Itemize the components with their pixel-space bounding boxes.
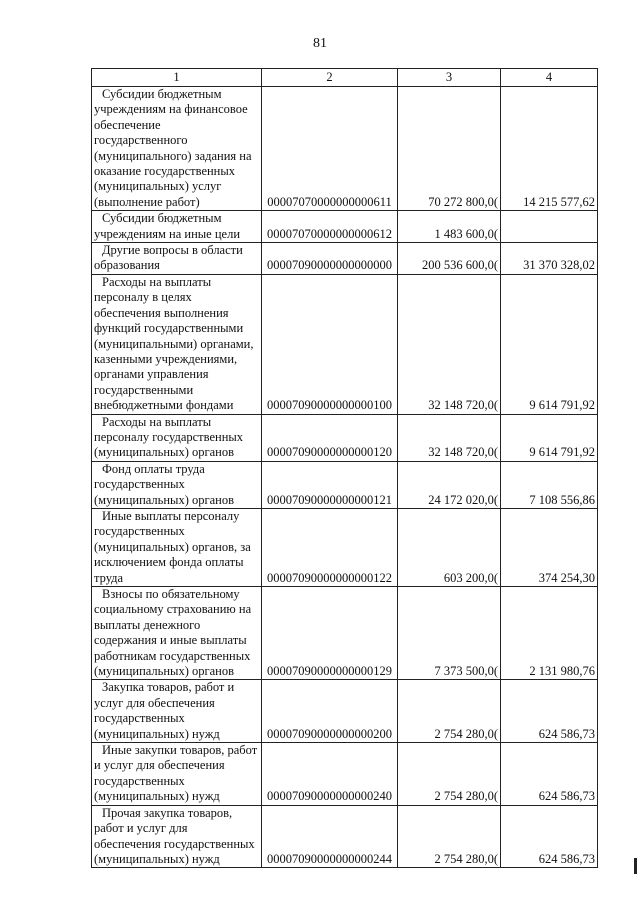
expense-name-line: социальному страхованию на (94, 602, 252, 617)
executed-amount-cell: 624 586,73 (501, 680, 598, 743)
expense-name-line: Фонд оплаты труда (102, 461, 205, 476)
classification-code-cell: 00007090000000000129 (262, 587, 398, 680)
planned-amount-cell: 7 373 500,0( (398, 587, 501, 680)
planned-amount-cell: 24 172 020,0( (398, 461, 501, 508)
expense-name-line: персоналу в целях (94, 290, 192, 305)
executed-amount-cell: 2 131 980,76 (501, 587, 598, 680)
expense-name-cell (92, 87, 262, 211)
table-row (92, 587, 598, 680)
classification-code-cell: 00007090000000000120 (262, 414, 398, 461)
planned-amount-cell: 2 754 280,0( (398, 743, 501, 806)
expense-name-line: (муниципальных) органов (94, 492, 235, 507)
expense-name-line: оказание государственных (94, 164, 236, 179)
expense-name-line: (муниципальных) органов, за (94, 539, 251, 554)
expense-name-cell (92, 211, 262, 243)
table-row (92, 414, 598, 461)
expense-name-line: государственных (94, 711, 185, 726)
executed-amount-cell: 624 586,73 (501, 743, 598, 806)
executed-amount-cell: 7 108 556,86 (501, 461, 598, 508)
classification-code-cell: 00007090000000000100 (262, 274, 398, 414)
page-number: 81 (313, 36, 327, 51)
table-row (92, 243, 598, 275)
planned-amount-cell: 32 148 720,0( (398, 414, 501, 461)
expense-name-line: Расходы на выплаты (102, 274, 212, 289)
planned-amount-cell: 200 536 600,0( (398, 243, 501, 275)
expense-name-line: обеспечение (94, 117, 161, 132)
budget-table (91, 68, 598, 868)
table-row (92, 211, 598, 243)
expense-name-cell (92, 587, 262, 680)
expense-name-line: Взносы по обязательному (102, 587, 240, 601)
expense-name-line: функций государственными (94, 321, 244, 336)
planned-amount-cell: 2 754 280,0( (398, 680, 501, 743)
expense-name-line: (муниципальных) нужд (94, 851, 220, 866)
expense-name-line: обеспечения государственных (94, 836, 255, 851)
table-row (92, 743, 598, 806)
expense-name-line: Субсидии бюджетным (102, 211, 222, 226)
classification-code-cell: 00007090000000000121 (262, 461, 398, 508)
executed-amount-cell: 14 215 577,62 (501, 87, 598, 211)
expense-name-cell (92, 680, 262, 743)
column-header-3: 3 (398, 69, 501, 87)
classification-code-cell: 00007070000000000612 (262, 211, 398, 243)
column-header-1: 1 (92, 69, 262, 87)
expense-name-line: Прочая закупка товаров, (102, 805, 233, 820)
expense-name-line: работ и услуг для (94, 821, 188, 836)
expense-name-line: (муниципальных) нужд (94, 789, 220, 804)
classification-code-cell: 00007070000000000611 (262, 87, 398, 211)
expense-name-line: учреждениям на финансовое (94, 102, 248, 117)
table-row (92, 508, 598, 586)
executed-amount-cell: 9 614 791,92 (501, 414, 598, 461)
planned-amount-cell: 70 272 800,0( (398, 87, 501, 211)
executed-amount-cell: 374 254,30 (501, 508, 598, 586)
expense-name-cell (92, 243, 262, 275)
expense-name-line: внебюджетными фондами (94, 398, 234, 413)
expense-name-cell (92, 805, 262, 868)
expense-name-line: Иные выплаты персоналу (102, 508, 240, 523)
table-row (92, 680, 598, 743)
classification-code-cell: 00007090000000000000 (262, 243, 398, 275)
expense-name-line: Другие вопросы в области (102, 243, 243, 258)
expense-name-line: работникам государственных (94, 648, 251, 663)
scan-edge-mark (634, 858, 637, 874)
expense-name-line: (выполнение работ) (94, 194, 200, 209)
expense-name-line: исключением фонда оплаты (94, 555, 244, 570)
expense-name-line: государственного (94, 133, 188, 148)
expense-name-line: Расходы на выплаты (102, 414, 212, 429)
expense-name-line: учреждениям на иные цели (94, 226, 241, 241)
executed-amount-cell: 31 370 328,02 (501, 243, 598, 275)
planned-amount-cell: 1 483 600,0( (398, 211, 501, 243)
executed-amount-cell: 624 586,73 (501, 805, 598, 868)
executed-amount-cell: 9 614 791,92 (501, 274, 598, 414)
expense-name-cell (92, 508, 262, 586)
expense-name-line: (муниципальными) органами, (94, 336, 254, 351)
planned-amount-cell: 2 754 280,0( (398, 805, 501, 868)
planned-amount-cell: 32 148 720,0( (398, 274, 501, 414)
expense-name-line: казенными учреждениями, (94, 351, 238, 366)
expense-name-line: Субсидии бюджетным (102, 87, 222, 101)
expense-name-line: (муниципального) задания на (94, 148, 252, 163)
expense-name-line: содержания и иные выплаты (94, 633, 247, 648)
table-body (92, 87, 598, 868)
expense-name-line: (муниципальных) органов (94, 664, 235, 679)
table-header-row (92, 69, 598, 87)
table-row (92, 461, 598, 508)
expense-name-line: органами управления (94, 367, 209, 382)
expense-name-line: обеспечения выполнения (94, 305, 229, 320)
table-row (92, 805, 598, 868)
expense-name-line: государственных (94, 477, 185, 492)
table-row (92, 274, 598, 414)
table-row (92, 87, 598, 211)
expense-name-cell (92, 461, 262, 508)
expense-name-cell (92, 743, 262, 806)
expense-name-line: труда (94, 570, 124, 585)
expense-name-line: (муниципальных) нужд (94, 726, 220, 741)
expense-name-line: (муниципальных) органов (94, 445, 235, 460)
expense-name-line: Иные закупки товаров, работ (102, 743, 258, 758)
expense-name-cell (92, 414, 262, 461)
column-header-2: 2 (262, 69, 398, 87)
expense-name-line: образования (94, 258, 160, 273)
expense-name-line: и услуг для обеспечения (94, 758, 225, 773)
classification-code-cell: 00007090000000000200 (262, 680, 398, 743)
column-header-4: 4 (501, 69, 598, 87)
executed-amount-cell (501, 211, 598, 243)
classification-code-cell: 00007090000000000244 (262, 805, 398, 868)
expense-name-line: выплаты денежного (94, 617, 201, 632)
expense-name-line: государственными (94, 382, 194, 397)
planned-amount-cell: 603 200,0( (398, 508, 501, 586)
expense-name-line: услуг для обеспечения (94, 695, 215, 710)
expense-name-cell (92, 274, 262, 414)
classification-code-cell: 00007090000000000240 (262, 743, 398, 806)
expense-name-line: (муниципальных) услуг (94, 179, 222, 194)
expense-name-line: государственных (94, 773, 185, 788)
expense-name-line: Закупка товаров, работ и (102, 680, 235, 695)
expense-name-line: государственных (94, 524, 185, 539)
classification-code-cell: 00007090000000000122 (262, 508, 398, 586)
expense-name-line: персоналу государственных (94, 429, 244, 444)
